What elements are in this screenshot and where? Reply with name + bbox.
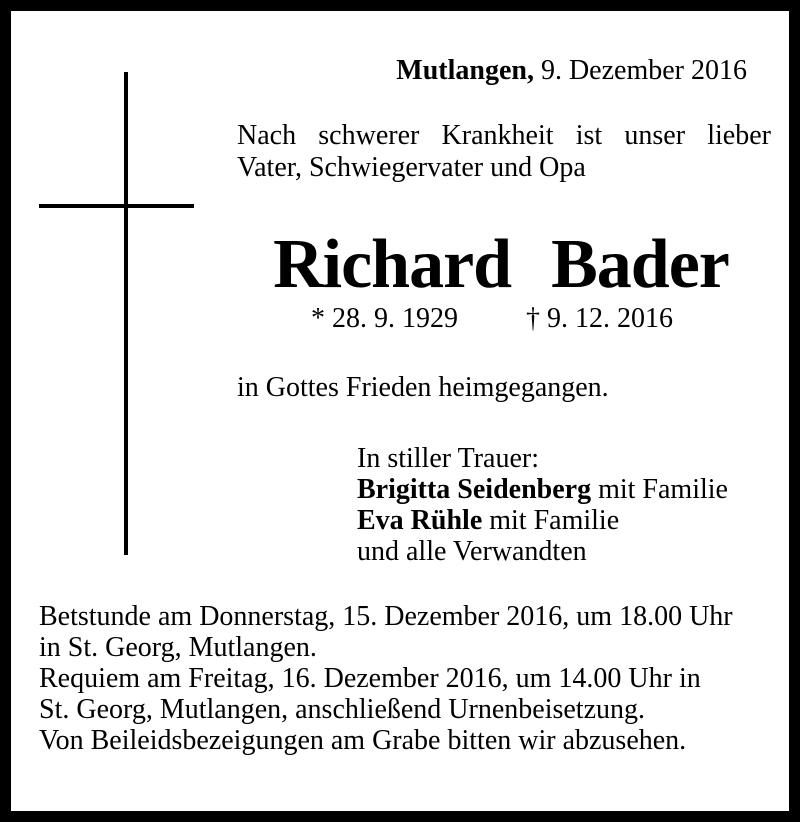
- cross-icon: [124, 72, 128, 555]
- mourners-block: [357, 443, 728, 567]
- last-name: Bader: [551, 226, 729, 303]
- deceased-name: [251, 225, 751, 305]
- cross-icon-bar: [39, 204, 194, 208]
- date: 9. Dezember 2016: [540, 55, 747, 86]
- mourner-name: Eva Rühle: [357, 505, 483, 536]
- death-date: † 9. 12. 2016: [526, 303, 673, 334]
- place-date: [396, 55, 747, 87]
- mourner-suffix: mit Familie: [591, 474, 728, 505]
- intro-text: [237, 120, 777, 184]
- birth-date: * 28. 9. 1929: [311, 303, 458, 334]
- place: Mutlangen,: [396, 55, 534, 86]
- intro-line-1: Nach schwerer Krankheit ist unser lieber: [237, 120, 771, 151]
- mourners-closing: und alle Verwandten: [357, 536, 587, 567]
- mourner-entry: [357, 505, 728, 536]
- service-line: in St. Georg, Mutlangen.: [39, 632, 317, 663]
- service-line: Von Beileidsbezeigungen am Grabe bitten wir abzusehen.: [39, 725, 687, 756]
- peace-line: in Gottes Frieden heimgegangen.: [237, 372, 609, 403]
- service-line: St. Georg, Mutlangen, anschließend Urnenbeisetzung.: [39, 694, 646, 725]
- service-line: Betstunde am Donnerstag, 15. Dezember 2016, um 18.00 Uhr: [39, 601, 733, 632]
- mourner-name: Brigitta Seidenberg: [357, 474, 592, 505]
- intro-line-2: Vater, Schwiegervater und Opa: [237, 152, 586, 183]
- service-line: Requiem am Freitag, 16. Dezember 2016, um 14.00 Uhr in: [39, 663, 701, 694]
- first-name: Richard: [273, 226, 512, 303]
- mourner-entry: [357, 474, 728, 505]
- mourners-heading: In stiller Trauer:: [357, 443, 539, 474]
- mourner-suffix: mit Familie: [482, 505, 620, 536]
- service-info: [39, 601, 733, 756]
